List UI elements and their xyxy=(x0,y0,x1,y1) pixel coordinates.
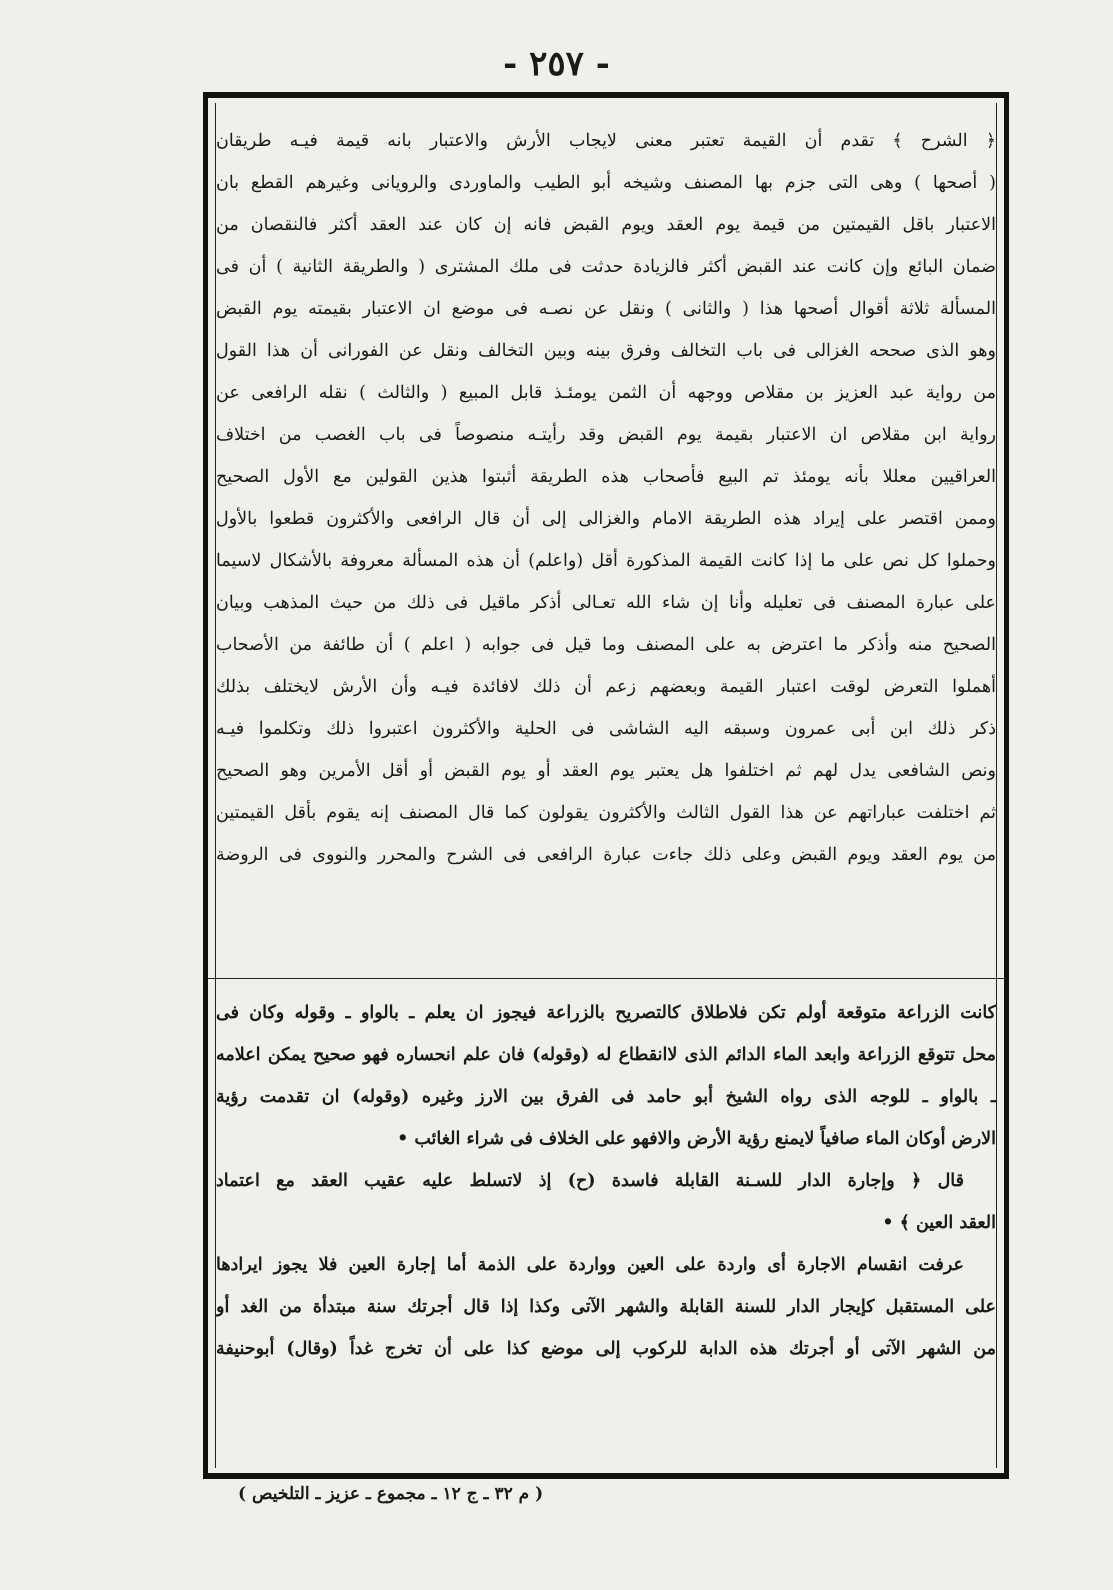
text-line: وحملوا كل نص على ما إذا كانت القيمة المذكورة أقل (واعلم) أن هذه المسألة معروفة بالأشكال لاسيما xyxy=(216,551,996,571)
commentary-text xyxy=(216,120,996,876)
text-line: ثم اختلفت عباراتهم عن هذا القول الثالث والأكثرون يقولون كما قال المصنف إنه يقوم بأقل القيمتين xyxy=(216,803,996,823)
page-number: - ٢٥٧ - xyxy=(503,44,610,84)
text-line: على المستقبل كإيجار الدار للسنة القابلة والشهر الآتى وكذا إذا قال أجرتك سنة مبتدأة من الغد أو xyxy=(216,1297,996,1317)
text-line: ضمان البائع وإن كانت عند القبض أكثر فالزيادة حدثت فى ملك المشترى ( والطريقة الثانية ) أن فى xyxy=(216,257,996,277)
text-line: أهملوا التعرض لوقت اعتبار القيمة وبعضهم زعم أن ذلك لافائدة فيـه وأن الأرش لايختلف بذلك xyxy=(216,677,996,697)
text-line: الارض أوكان الماء صافياً لايمنع رؤية الأرض والافهو على الخلاف فى شراء الغائب • xyxy=(397,1129,996,1149)
main-text xyxy=(216,992,996,1370)
text-line: ذكر ذلك ابن أبى عمرون وسبقه اليه الشاشى فى الحلية والأكثرون اعتبروا ذلك وتكلموا فيـه xyxy=(216,719,996,739)
text-line: العقد العين ﴾ • xyxy=(882,1213,996,1233)
text-line: رواية ابن مقلاص ان الاعتبار بقيمة يوم القبض وقد رأيتـه منصوصاً فى باب الغصب من اختلاف xyxy=(216,425,996,445)
text-line: عرفت انقسام الاجارة أى واردة على العين وواردة على الذمة أما إجارة العين فلا يجوز ايرادها xyxy=(216,1255,964,1275)
page-frame xyxy=(203,92,1009,1479)
text-line: ـ بالواو ـ للوجه الذى رواه الشيخ أبو حامد فى الفرق بين الارز وغيره (وقوله) ان تقدمت رؤية xyxy=(216,1087,996,1107)
text-line: من يوم العقد ويوم القبض وعلى ذلك جاءت عبارة الرافعى فى الشرح والمحرر والنووى فى الروضة xyxy=(216,845,996,865)
text-line: ( أصحها ) وهى التى جزم بها المصنف وشيخه أبو الطيب والماوردى والرويانى وغيرهم القطع بان xyxy=(216,173,996,193)
text-line: قال ﴿ وإجارة الدار للسـنة القابلة فاسدة (ح) إذ لاتسلط عليه عقيب العقد مع اعتماد xyxy=(216,1171,964,1191)
text-line: من رواية عبد العزيز بن مقلاص ووجهه أن الثمن يومئـذ قابل المبيع ( والثالث ) نقله الرافعى عن xyxy=(216,383,996,403)
text-line: محل تتوقع الزراعة وابعد الماء الدائم الذى لاانقطاع له (وقوله) فان علم انحساره فهو صحيح يمكن اعلامه xyxy=(216,1045,996,1065)
text-line: المسألة ثلاثة أقوال أصحها هذا ( والثانى ) ونقل عن نصـه فى موضع ان الاعتبار بقيمته يوم القبض xyxy=(216,299,996,319)
section-divider xyxy=(208,978,1004,979)
text-line: ونص الشافعى يدل لهم ثم اختلفوا هل يعتبر يوم العقد أو يوم القبض أو أقل الأمرين وهو الصحيح xyxy=(216,761,996,781)
text-line: كانت الزراعة متوقعة أولم تكن فلاطلاق كالتصريح بالزراعة فيجوز ان يعلم ـ بالواو ـ وقوله وكان فى xyxy=(216,1003,996,1023)
footer-signature: ( م ٣٢ ـ ج ١٢ ـ مجموع ـ عزيز ـ التلخيص ) xyxy=(238,1484,544,1504)
text-line: من الشهر الآتى أو أجرتك هذه الدابة للركوب إلى موضع كذا على أن تخرج غداً (وقال) أبوحنيفة xyxy=(216,1339,996,1359)
text-line: وهو الذى صححه الغزالى فى باب التخالف وفرق بينه وبين التخالف ونقل عن الفورانى أن هذا القول xyxy=(216,341,996,361)
text-line: وممن اقتصر على إيراد هذه الطريقة الامام والغزالى إلى أن قال الرافعى والأكثرون قطعوا بالأول xyxy=(216,509,996,529)
text-line: على عبارة المصنف فى تعليله وأنا إن شاء الله تعـالى أذكر ماقيل فى ذلك من حيث المذهب وبيان xyxy=(216,593,996,613)
text-line: العراقيين معللا بأنه يومئذ تم البيع فأصحاب هذه الطريقة أثبتوا هذين القولين مع الأول الصحيح xyxy=(216,467,996,487)
text-line: ﴿ الشرح ﴾ تقدم أن القيمة تعتبر معنى لايجاب الأرش والاعتبار بانه قيمة فيـه طريقان xyxy=(216,131,996,151)
text-line: الاعتبار باقل القيمتين من قيمة يوم العقد ويوم القبض فانه إن كان عند العقد أكثر فالنقصان من xyxy=(216,215,996,235)
text-line: الصحيح منه وأذكر ما اعترض به على المصنف وما قيل فى جوابه ( اعلم ) أن طائفة من الأصحاب xyxy=(216,635,996,655)
